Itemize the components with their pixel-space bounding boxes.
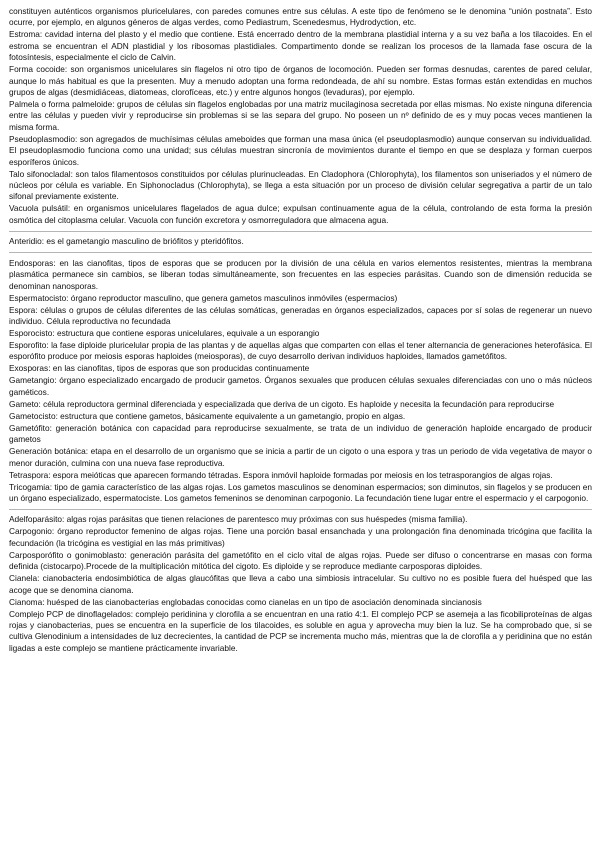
- paragraph-cianela: Cianela: cianobacteria endosimbiótica de algas glaucófitas que lleva a cabo una simbiosis intracelular. Su cultivo no es posible fuera del huésped que las acoge que se denomina cianoma.: [9, 573, 592, 595]
- paragraph-adelfoparasito: Adelfoparásito: algas rojas parásitas que tienen relaciones de parentesco muy próximas con sus huéspedes (misma familia).: [9, 514, 468, 525]
- paragraph-carposporofito: Carposporófito o gonimoblasto: generación parásita del gametófito en el ciclo vital de algas rojas. Puede ser difuso o concentrarse en masas con forma definida (cistocarpo).Procede de la multiplicación mitótica del cigoto. Es diploide y se reproduce mediante carposporas diploides.: [9, 549, 592, 572]
- section-definitions-4: [9, 514, 592, 654]
- paragraph-carpogonio: Carpogonio: órgano reproductor femenino de algas rojas. Tiene una porción basal ensanchada y una prolongación fina denominada tricógina que facilita la fecundación (la tricógina es vestigial en las más primitivas): [9, 526, 592, 548]
- section-divider: [9, 231, 592, 232]
- paragraph-gametangio: Gametangio: órgano especializado encargado de producir gametos. Órganos sexuales que producen células sexuales diferenciadas con uno o más núcleos gaméticos.: [9, 375, 592, 397]
- paragraph-endosporas: Endosporas: en las cianofitas, tipos de esporas que se producen por la división de una célula en varios elementos resistentes, mientras la membrana plasmática permanece sin cambios, se liberan todas simultáneamente, son frecuentes en las especies parásitas. Cuando son de dimensión reducida se denominan nanosporas.: [9, 257, 592, 291]
- paragraph-gametocisto: Gametocisto: estructura que contiene gametos, básicamente equivalente a un gametangio, propio en algas.: [9, 410, 406, 421]
- section-divider: [9, 509, 592, 510]
- section-definitions-1: [9, 6, 592, 226]
- paragraph-espora: Espora: células o grupos de células diferentes de las células somáticas, generadas en órganos especializados, capaces por sí solas de regenerar un nuevo individuo. Célula reproductiva no fecundada: [9, 304, 592, 326]
- paragraph-exosporas: Exosporas: en las cianofitas, tipos de esporas que son producidas continuamente: [9, 363, 310, 374]
- paragraph-tetraspora: Tetraspora: espora meióticas que aparecen formando tétradas. Espora inmóvil haploide formadas por meiosis en los tetrasporangios de algas rojas.: [9, 469, 553, 480]
- paragraph-anteridio: Anteridio: es el gametangio masculino de briófitos y pteridófitos.: [9, 236, 244, 247]
- paragraph-gametofito: Gametófito: generación botánica con capacidad para reproducirse sexualmente, se trata de un individuo de generación haploide encargado de producir gametos: [9, 422, 592, 445]
- paragraph-estroma: Estroma: cavidad interna del plasto y el medio que contiene. Está encerrado dentro de la membrana plastidial interna y a su vez baña a los tilacoides. En el estroma se encuentran el ADN plastidial y los ribosomas plastidiales. Compartimento donde se realizan los procesos de la llamada fase oscura de la fotosíntesis, especialmente el ciclo de Calvin.: [9, 29, 592, 63]
- section-definitions-2: [9, 236, 592, 247]
- paragraph-union-postnata: constituyen auténticos organismos pluricelulares, con paredes comunes entre sus células. A este tipo de fenómeno se le denomina “unión postnata”. Esto ocurre, por ejemplo, en algunos géneros de algas verdes, como Pediastrum, Scenedesmus, Hydrodyction, etc.: [9, 6, 592, 28]
- paragraph-pseudoplasmodio: Pseudoplasmodio: son agregados de muchísimas células ameboides que forman una masa única (el pseudoplasmodio) aunque conservan su individualidad. El pseudoplasmodio funciona como una unidad; sus células muestran sincronía de movimientos durante el tiempo en que se desplaza y forman cuerpos esporíferos únicos.: [9, 133, 592, 167]
- paragraph-esporocisto: Esporocisto: estructura que contiene esporas unicelulares, equivale a un esporangio: [9, 327, 320, 338]
- paragraph-esporofito: Esporofito: la fase diploide pluricelular propia de las plantas y de aquellas algas que comparten con ellas el tener alternancia de generaciones heterofásica. El esporófito produce por meiosis esporas haploides (meiosporas), de cuyo desarrollo derivan individuos haploides, llamados gametófitos.: [9, 339, 592, 362]
- paragraph-palmela: Palmela o forma palmeloide: grupos de células sin flagelos englobadas por una matriz mucilaginosa secretada por ellas mismas. No existe ninguna diferencia entre las células y pueden vivir y reproducirse sin problemas si se las separa del grupo. No poseen un nº definido de es y muy pocas veces mantienen la misma forma.: [9, 99, 592, 132]
- section-divider: [9, 252, 592, 253]
- paragraph-gameto: Gameto: célula reproductora germinal diferenciada y especializada que deriva de un cigoto. Es haploide y necesita la fecundación para reproducirse: [9, 398, 555, 409]
- section-definitions-3: [9, 258, 592, 505]
- paragraph-espermatocisto: Espermatocisto: órgano reproductor masculino, que genera gametos masculinos inmóviles (espermacios): [9, 292, 398, 303]
- paragraph-vacuola-pulsatil: Vacuola pulsátil: en organismos unicelulares flagelados de agua dulce; expulsan continuamente agua de la célula, controlando de esta forma la presión osmótica del citoplasma celular. Vacuola con función excretora y osmorreguladora que almacena agua.: [9, 203, 592, 225]
- paragraph-cianoma: Cianoma: huésped de las cianobacterias englobadas conocidas como cianelas en un tipo de asociación denominada sincianosis: [9, 596, 482, 607]
- paragraph-forma-cocoide: Forma cocoide: son organismos unicelulares sin flagelos ni otro tipo de órganos de locomoción. Pueden ser formas desnudas, carentes de pared celular, aunque lo más habitual es que la presenten. Muy a menudo adoptan una forma redondeada, de ahí su nombre. Estas formas están extendidas en muchos grupos de algas (desmidiáceas, diatomeas, clorofíceas, etc.) y entre algunos hongos (levaduras), por ejemplo.: [9, 64, 592, 98]
- paragraph-complejo-pcp: Complejo PCP de dinoflagelados: complejo peridinina y clorofila a se encuentran en una ratio 4:1. El complejo PCP se asemeja a las ficobiliproteínas de algas rojas y cianobacterias, pues se encuentra en la superficie de los tilacoides, es soluble en agua y aprovecha muy bien la luz. Se ha comprobado que, si se cultiva Glenodinium a intensidades de luz decrecientes, la cantidad de PCP se incrementa mucho más, mientras que la de clorofila a y peridinina que no están ligadas a este complejo se mantiene prácticamente invariable.: [9, 608, 592, 653]
- paragraph-generacion-botanica: Generación botánica: etapa en el desarrollo de un organismo que se inicia a partir de un cigoto o una espora y tras un periodo de vida vegetativa de mayor o menor duración, culmina con una nueva fase reproductiva.: [9, 446, 592, 468]
- paragraph-tricogamia: Tricogamia: tipo de gamia característico de las algas rojas. Los gametos masculinos se denominan espermacios; son diminutos, sin flagelos y se producen en un órgano especializado, espermatociste. Los gametos femeninos se denominan carpogonio. La fecundación tiene lugar entre el espermacio y el carpogonio.: [9, 481, 592, 503]
- paragraph-talo-sifonocladal: Talo sifonocladal: son talos filamentosos constituidos por células plurinucleadas. En Cladophora (Chlorophyta), los filamentos son uniseriados y el número de núcleos por célula es variable. En Siphonocladus (Chlorophyta), se llega a esta situación por un proceso de división celular segregativa a partir de un talo sifonal previamente existente.: [9, 168, 592, 202]
